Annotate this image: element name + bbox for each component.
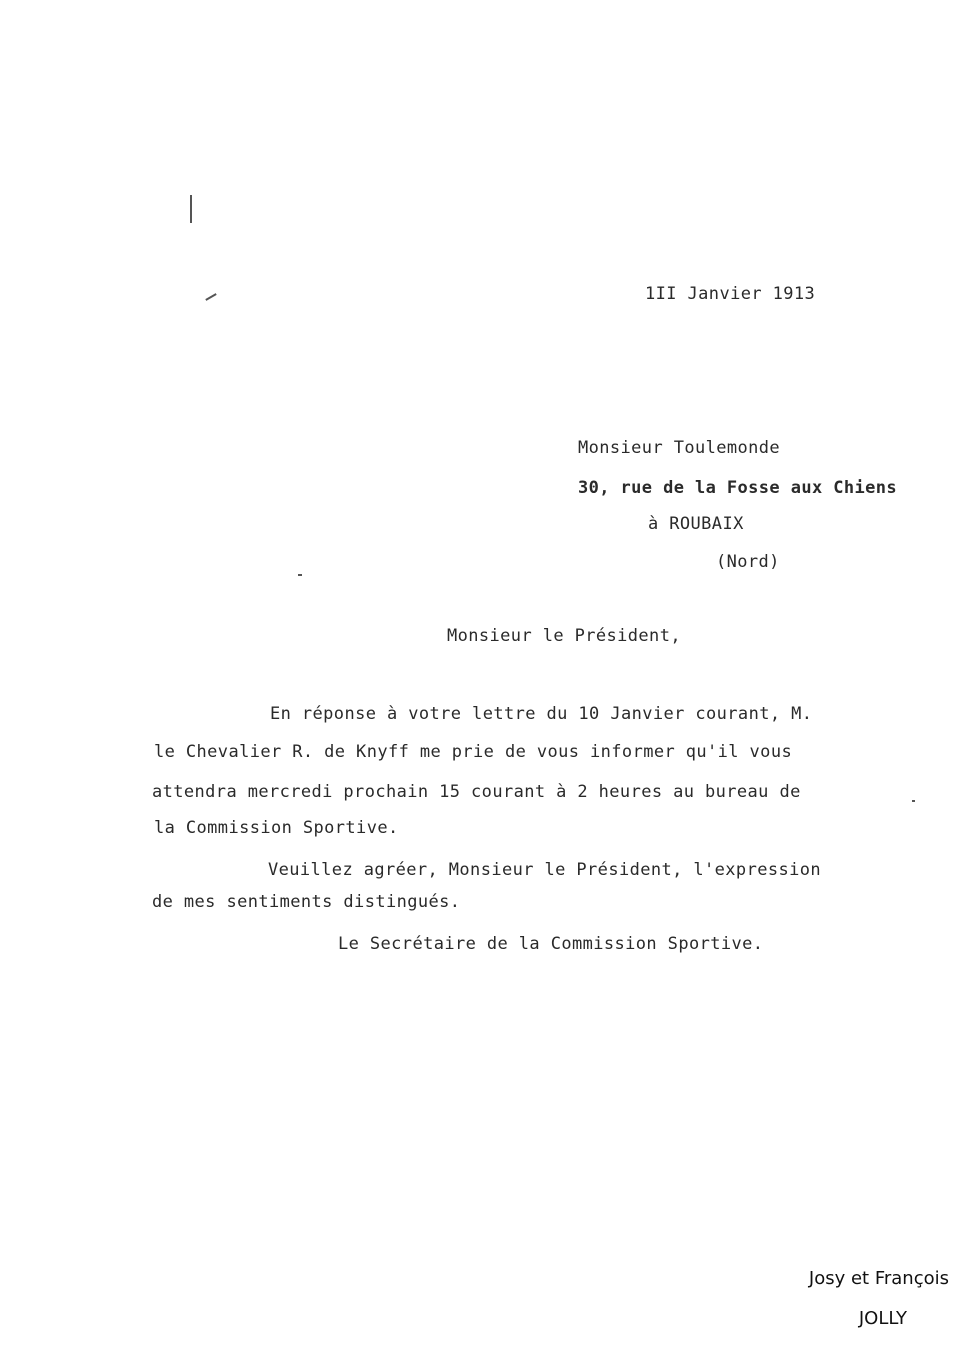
salutation: Monsieur le Président, [447, 626, 681, 646]
recipient-street: 30, rue de la Fosse aux Chiens [578, 478, 898, 498]
body-line: attendra mercredi prochain 15 courant à 2 heures au bureau de [152, 782, 801, 802]
signature-line: Le Secrétaire de la Commission Sportive. [338, 934, 764, 954]
credit-surname: JOLLY [858, 1308, 907, 1329]
closing-line: de mes sentiments distingués. [152, 892, 461, 912]
credit-names: Josy et François [808, 1268, 949, 1289]
body-line: le Chevalier R. de Knyff me prie de vous informer qu'il vous [154, 742, 793, 762]
recipient-region: (Nord) [716, 552, 780, 572]
recipient-name: Monsieur Toulemonde [578, 438, 781, 458]
body-line: En réponse à votre lettre du 10 Janvier courant, M. [270, 704, 813, 724]
closing-line: Veuillez agréer, Monsieur le Président, l'expression [268, 860, 822, 880]
letter-date: 1II Janvier 1913 [645, 284, 816, 304]
scan-mark [912, 800, 915, 802]
scan-mark [190, 195, 192, 223]
recipient-city: à ROUBAIX [648, 514, 744, 534]
body-line: la Commission Sportive. [154, 818, 399, 838]
scan-mark [205, 293, 216, 301]
scan-mark [298, 574, 302, 576]
